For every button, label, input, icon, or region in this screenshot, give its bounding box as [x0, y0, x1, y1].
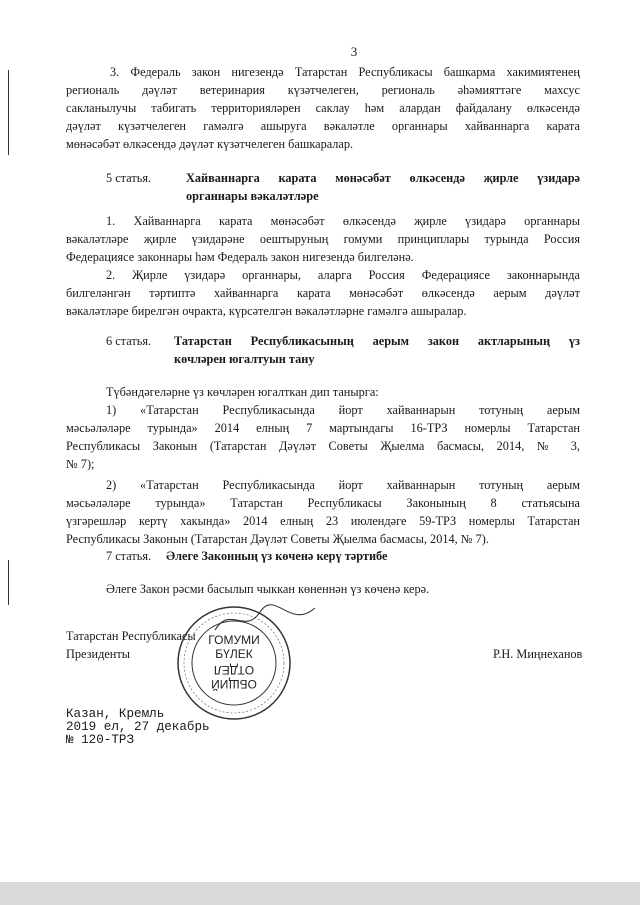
text-line: 1) «Татарстан Республикасында йорт хайваннарын тотуның аерым [106, 403, 580, 417]
scan-bottom-shadow [0, 882, 640, 905]
text-line: 2) «Татарстан Республикасында йорт хайваннарын тотуның аерым [106, 478, 580, 492]
text-line: вәкаләтләре җирле үзидарәне оештыруның гомуми принциплары турында Россия [66, 232, 580, 246]
signatory-position: Президенты [66, 647, 131, 661]
text-line: Республикасы Законын (Татарстан Дәүләт Советы Җыелма басмасы, 2014, № 3, [66, 439, 580, 453]
text-line: мөнәсәбәт өлкәсендә дәүләт күзәтчелеген башкаралар. [66, 137, 354, 151]
article-number: 6 статья. [106, 334, 152, 348]
text-line: Әлеге Закон рәсми басылып чыккан көненнән үз көченә керә. [106, 582, 430, 596]
text-line: региональ дәүләт ветеринария күзәтчелеген, региональ әһәмияттәге махсус [66, 83, 580, 97]
text-line: Республикасы Законын (Татарстан Дәүләт Советы Җыелма басмасы, 2014, № 7). [66, 532, 489, 546]
article-title: көчләрен югалтуын тану [174, 352, 315, 366]
text-line: Түбәндәгеләрне үз көчләрен югалткан дип танырга: [106, 385, 379, 399]
seal-label: БҮЛЕК [215, 647, 253, 661]
text-line: сакланылучы табигать территорияләрен саклау һәм алардан файдалану өлкәсендә [66, 101, 580, 115]
article-title: Әлеге Законның үз көченә керү тәртибе [166, 549, 388, 563]
place: Казан, Кремль [66, 707, 165, 721]
seal-label: ОТДЕЛ [213, 663, 255, 677]
signatory-position: Татарстан Республикасы [66, 629, 196, 643]
text-line: билгеләнгән тәртиптә хайваннарга карата мөнәсәбәт өлкәсендә аерым дәүләт [66, 286, 580, 300]
seal-label: ОБЩИЙ [211, 677, 257, 691]
date: 2019 ел, 27 декабрь [66, 720, 210, 734]
article-number: 5 статья. [106, 171, 152, 185]
article-title: Татарстан Республикасының аерым закон актларының үз [174, 334, 580, 348]
seal-label: ГОМУМИ [208, 633, 260, 647]
official-seal [176, 605, 292, 721]
text-line: мәсьәләләре турында» 2014 елның 7 мартындагы 16-ТРЗ номерлы Татарстан [66, 421, 580, 435]
text-line: үзгәрешләр кертү хакында» 2014 елның 23 июлендәге 59-ТРЗ номерлы Татарстан [66, 514, 580, 528]
article-title: Хайваннарга карата мөнәсәбәт өлкәсендә җирле үзидарә [186, 171, 580, 185]
text-line: 3. Федераль закон нигезендә Татарстан Республикасы башкарма хакимиятенең [110, 65, 580, 79]
page-number: 3 [350, 44, 358, 59]
text-line: Федерациясе законнары һәм Федераль закон нигезендә билгеләнә. [66, 250, 414, 264]
scan-edge-line [8, 70, 9, 155]
text-line: 2. Җирле үзидарә органнары, аларга Россия Федерациясе законнарында [106, 268, 580, 282]
signatory-name: Р.Н. Миңнеханов [493, 647, 583, 661]
text-line: вәкаләтләре бирелгән очракта, күрсәтелгән вәкаләтләрне гамәлгә ашыралар. [66, 304, 467, 318]
article-number: 7 статья. [106, 549, 152, 563]
text-line: мәсьәләләре турында» Татарстан Республикасы Законының 8 статьясына [66, 496, 580, 510]
text-line: № 7); [66, 457, 95, 471]
law-number: № 120-ТРЗ [66, 733, 135, 747]
text-line: 1. Хайваннарга карата мөнәсәбәт өлкәсендә җирле үзидарә органнары [106, 214, 580, 228]
scan-edge-line [8, 560, 9, 605]
text-line: дәүләт күзәтчелеген гамәлгә ашыруга вәкаләтле органнары хайваннарга карата [66, 119, 580, 133]
article-title: органнары вәкаләтләре [186, 189, 319, 203]
